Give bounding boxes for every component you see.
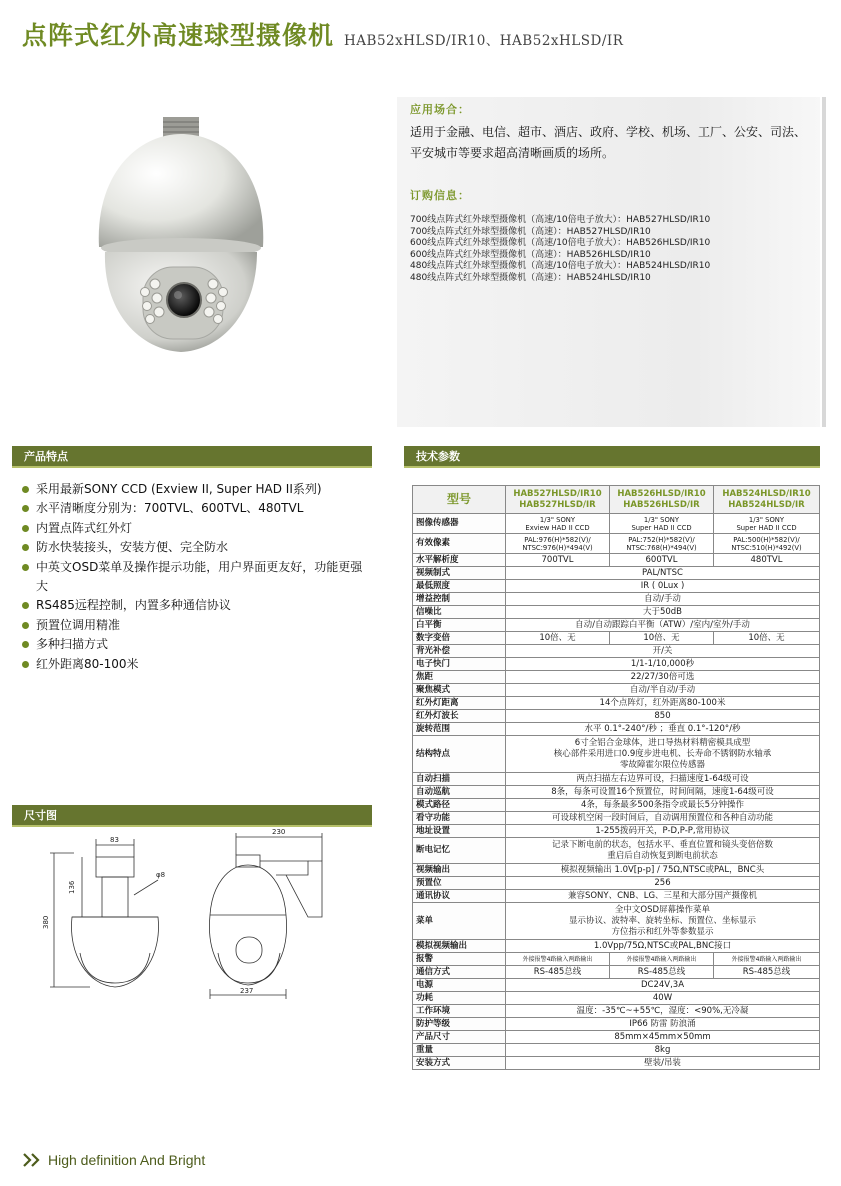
spec-label: 自动巡航 [413,786,506,799]
spec-value: 可设球机空闲一段时间后，自动调用预置位和各种自动功能 [506,812,820,825]
spec-value: 记录下断电前的状态，包括水平、垂直位置和镜头变倍倍数 重启后自动恢复到断电前状态 [506,838,820,864]
spec-label: 防护等级 [413,1018,506,1031]
spec-row [413,736,820,773]
spec-label: 预置位 [413,877,506,890]
spec-value: 模拟视频输出 1.0V[p-p] / 75Ω,NTSC或PAL，BNC头 [506,864,820,877]
order-label: 订购信息： [410,189,470,202]
spec-value: 85mm×45mm×50mm [506,1031,820,1044]
spec-label: 电源 [413,979,506,992]
spec-value: RS-485总线 [610,966,714,979]
spec-row [413,992,820,1005]
spec-label: 图像传感器 [413,514,506,534]
feature-item: 水平清晰度分别为：700TVL、600TVL、480TVL [20,499,370,518]
spec-row [413,697,820,710]
order-item: 700线点阵式红外球型摄像机（高速/10倍电子放大）：HAB527HLSD/IR10 [410,215,711,225]
spec-label: 有效像素 [413,534,506,554]
spec-value: 自动/手动 [506,593,820,606]
spec-label: 产品尺寸 [413,1031,506,1044]
spec-row [413,890,820,903]
page-header [22,18,623,52]
spec-label: 重量 [413,1044,506,1057]
spec-header-row [413,486,820,514]
spec-value: 8条，每条可设置16个预置位，时间间隔，速度1-64级可设 [506,786,820,799]
spec-value: DC24V,3A [506,979,820,992]
spec-row [413,658,820,671]
spec-label: 功耗 [413,992,506,1005]
spec-value: 22/27/30倍可选 [506,671,820,684]
spec-label: 电子快门 [413,658,506,671]
spec-label: 焦距 [413,671,506,684]
specs-heading: 技术参数 [404,446,820,468]
spec-row [413,1005,820,1018]
spec-value: 10倍、无 [714,632,820,645]
spec-row [413,593,820,606]
feature-item: 多种扫描方式 [20,635,370,654]
spec-label: 地址设置 [413,825,506,838]
spec-row [413,966,820,979]
features-heading: 产品特点 [12,446,372,468]
info-panel-edge [822,97,826,427]
dim-label-bracket: 230 [272,828,286,836]
spec-value: 600TVL [610,554,714,567]
feature-item: 红外距离80-100米 [20,655,370,674]
spec-row [413,1057,820,1070]
spec-value: 自动/半自动/手动 [506,684,820,697]
spec-row [413,684,820,697]
spec-model-name: HAB526HLSD/IR10 HAB526HLSD/IR [610,486,714,514]
dome-camera-image [85,112,265,362]
spec-row [413,567,820,580]
spec-label: 数字变倍 [413,632,506,645]
spec-value: 480TVL [714,554,820,567]
spec-label: 工作环境 [413,1005,506,1018]
spec-row [413,786,820,799]
spec-label: 模式路径 [413,799,506,812]
spec-value: RS-485总线 [714,966,820,979]
dimension-drawing [40,825,330,1000]
model-range: HAB52xHLSD/IR10、HAB52xHLSD/IR [344,33,624,49]
spec-row [413,619,820,632]
feature-item: 采用最新SONY CCD (Exview II, Super HAD II系列) [20,480,370,499]
spec-label: 视频制式 [413,567,506,580]
spec-label: 菜单 [413,903,506,940]
spec-row [413,723,820,736]
footer [22,1152,205,1168]
spec-row [413,773,820,786]
feature-list [20,480,370,674]
spec-label: 视频输出 [413,864,506,877]
feature-item: RS485远程控制，内置多种通信协议 [20,596,370,615]
spec-value: PAL:752(H)*582(V)/ NTSC:768(H)*494(V) [610,534,714,554]
spec-label: 看守功能 [413,812,506,825]
spec-row [413,710,820,723]
spec-label: 增益控制 [413,593,506,606]
feature-item: 防水快装接头，安装方便、完全防水 [20,538,370,557]
spec-value: PAL:500(H)*582(V)/ NTSC:510(H)*492(V) [714,534,820,554]
spec-label: 聚焦模式 [413,684,506,697]
order-item: 480线点阵式红外球型摄像机（高速）：HAB524HLSD/IR10 [410,272,651,283]
spec-value: 全中文OSD屏幕操作菜单 显示协议、波特率、旋转坐标、预置位、坐标显示 方位指示和红外等参数显示 [506,903,820,940]
spec-row [413,554,820,567]
spec-label: 结构特点 [413,736,506,773]
spec-value: PAL/NTSC [506,567,820,580]
spec-model-label: 型号 [413,486,506,514]
spec-value: PAL:976(H)*582(V)/ NTSC:976(H)*494(V) [506,534,610,554]
spec-label: 红外灯距离 [413,697,506,710]
spec-row [413,979,820,992]
spec-row [413,514,820,534]
spec-row [413,580,820,593]
order-item: 700线点阵式红外球型摄像机（高速）：HAB527HLSD/IR10 [410,226,651,237]
spec-value: 1/3" SONY Super HAD II CCD [610,514,714,534]
spec-label: 旋转范围 [413,723,506,736]
spec-model-name: HAB524HLSD/IR10 HAB524HLSD/IR [714,486,820,514]
spec-value: 14个点阵灯，红外距离80-100米 [506,697,820,710]
dim-label-height: 380 [42,915,50,929]
spec-value: 外接报警4路输入两路输出 [714,953,820,966]
spec-value: 壁装/吊装 [506,1057,820,1070]
spec-label: 最低照度 [413,580,506,593]
spec-value: 自动/自动跟踪白平衡（ATW）/室内/室外/手动 [506,619,820,632]
order-item: 600线点阵式红外球型摄像机（高速/10倍电子放大）：HAB526HLSD/IR10 [410,238,711,249]
order-item: 600线点阵式红外球型摄像机（高速）：HAB526HLSD/IR10 [410,249,651,260]
spec-label: 通信方式 [413,966,506,979]
spec-value: RS-485总线 [506,966,610,979]
spec-row [413,903,820,940]
feature-item: 内置点阵式红外灯 [20,519,370,538]
dim-label-mount: 136 [68,880,76,894]
spec-row [413,864,820,877]
spec-row [413,606,820,619]
spec-row [413,1018,820,1031]
footer-tagline: High definition And Bright [48,1152,206,1168]
spec-value: 700TVL [506,554,610,567]
spec-row [413,940,820,953]
spec-row [413,953,820,966]
spec-value: 水平 0.1°-240°/秒 ；垂直 0.1°-120°/秒 [506,723,820,736]
spec-row [413,812,820,825]
spec-row [413,1031,820,1044]
spec-value: 温度：-35℃~+55℃，湿度：<90%,无冷凝 [506,1005,820,1018]
spec-label: 通讯协议 [413,890,506,903]
spec-label: 断电记忆 [413,838,506,864]
feature-item: 中英文OSD菜单及操作提示功能，用户界面更友好，功能更强大 [20,558,370,597]
spec-value: 8kg [506,1044,820,1057]
page-title: 点阵式红外高速球型摄像机 [22,21,335,50]
spec-row [413,534,820,554]
spec-model-name: HAB527HLSD/IR10 HAB527HLSD/IR [506,486,610,514]
spec-label: 红外灯波长 [413,710,506,723]
spec-value: 6寸全铝合金球体，进口导热材料精密模具成型 核心部件采用进口0.9度步进电机、长寿命不锈钢防水轴承 零故障霍尔限位传感器 [506,736,820,773]
spec-label: 信噪比 [413,606,506,619]
spec-value: 10倍、无 [506,632,610,645]
spec-value: 1/1-1/10,000秒 [506,658,820,671]
spec-value: 40W [506,992,820,1005]
dim-label-top: 83 [110,836,119,844]
spec-value: 4条，每条最多500条指令或最长5分钟操作 [506,799,820,812]
spec-table [412,485,820,1070]
spec-value: 大于50dB [506,606,820,619]
spec-value: 外接报警4路输入两路输出 [610,953,714,966]
order-item: 480线点阵式红外球型摄像机（高速/10倍电子放大）：HAB524HLSD/IR10 [410,261,711,272]
spec-row [413,877,820,890]
spec-value: 开/关 [506,645,820,658]
application-text: 适用于金融、电信、超市、酒店、政府、学校、机场、工厂、公安、司法、平安城市等要求超高清晰画质的场所。 [410,125,807,160]
spec-value: IR ( 0Lux ) [506,580,820,593]
spec-value: 1-255拨码开关，P-D,P-P,常用协议 [506,825,820,838]
spec-value: 1/3" SONY Exview HAD II CCD [506,514,610,534]
spec-label: 白平衡 [413,619,506,632]
application-label: 应用场合： [410,103,470,116]
spec-row [413,671,820,684]
spec-row [413,838,820,864]
spec-value: 10倍、无 [610,632,714,645]
spec-value: IP66 防雷 防浪涌 [506,1018,820,1031]
spec-label: 安装方式 [413,1057,506,1070]
spec-value: 外接报警4路输入两路输出 [506,953,610,966]
dim-label-diameter: φ8 [156,871,166,879]
spec-value: 256 [506,877,820,890]
spec-label: 自动扫描 [413,773,506,786]
double-chevron-icon [22,1153,42,1167]
spec-value: 1/3" SONY Super HAD II CCD [714,514,820,534]
spec-value: 兼容SONY、CNB、LG、三星和大部分国产摄像机 [506,890,820,903]
dimensions-heading: 尺寸图 [12,805,372,827]
spec-label: 模拟视频输出 [413,940,506,953]
spec-label: 水平解析度 [413,554,506,567]
spec-value: 1.0Vpp/75Ω,NTSC或PAL,BNC接口 [506,940,820,953]
spec-row [413,645,820,658]
spec-row [413,632,820,645]
spec-row [413,1044,820,1057]
spec-label: 背光补偿 [413,645,506,658]
spec-row [413,825,820,838]
dim-label-width: 237 [240,987,254,995]
order-list [410,215,710,285]
spec-row [413,799,820,812]
spec-value: 850 [506,710,820,723]
feature-item: 预置位调用精准 [20,616,370,635]
spec-value: 两点扫描左右边界可设，扫描速度1-64级可设 [506,773,820,786]
spec-label: 报警 [413,953,506,966]
